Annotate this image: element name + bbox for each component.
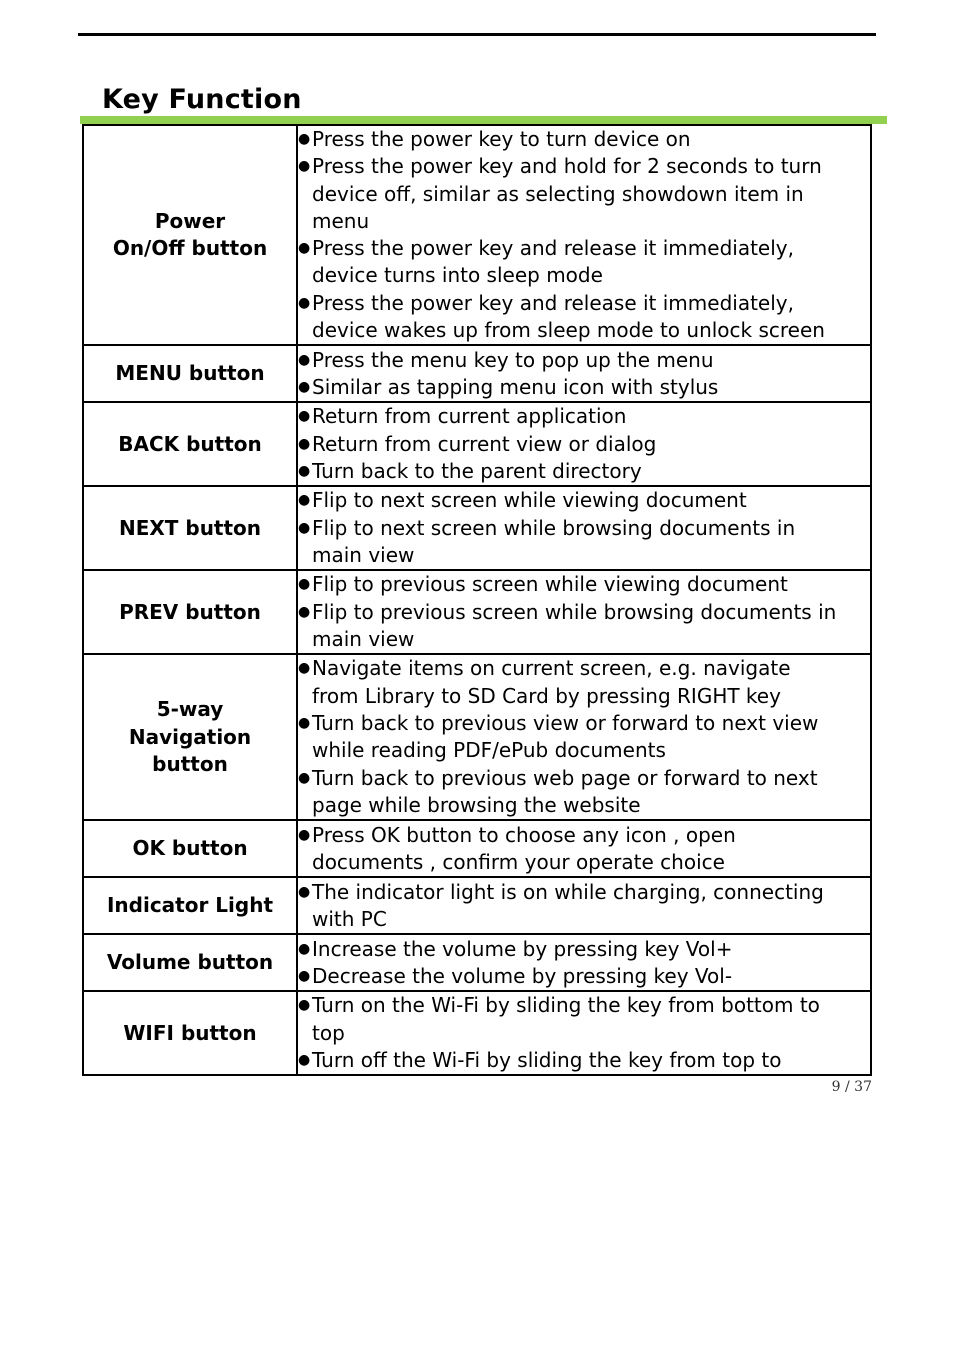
- description-cell: [297, 125, 871, 345]
- list-item: [298, 936, 870, 963]
- key-name: BACK button: [118, 431, 262, 456]
- bullet-text: Turn on the Wi-Fi by sliding the key from bottom to top: [312, 993, 820, 1045]
- accent-bar: [80, 116, 887, 124]
- list-item: [298, 765, 870, 820]
- key-name: MENU button: [115, 361, 265, 386]
- key-function-table: [82, 124, 872, 1076]
- bullet-list: [298, 487, 870, 569]
- list-item: [298, 515, 870, 570]
- bullet-text: Turn back to the parent directory: [312, 459, 642, 484]
- bullet-dot-icon: ●: [298, 240, 311, 257]
- table-row: [83, 991, 871, 1075]
- bullet-text: Navigate items on current screen, e.g. navigate from Library to SD Card by pressing RIGHT key: [312, 656, 791, 708]
- key-name-cell: [83, 877, 297, 934]
- list-item: [298, 1047, 870, 1074]
- key-name-cell: [83, 820, 297, 877]
- bullet-list: [298, 655, 870, 819]
- list-item: [298, 571, 870, 598]
- list-item: [298, 235, 870, 290]
- key-name-cell: [83, 654, 297, 820]
- description-cell: [297, 991, 871, 1075]
- key-name-cell: [83, 125, 297, 345]
- bullet-dot-icon: ●: [298, 463, 311, 480]
- table-row: [83, 877, 871, 934]
- bullet-text: Decrease the volume by pressing key Vol-: [312, 963, 733, 988]
- bullet-list: [298, 347, 870, 402]
- bullet-dot-icon: ●: [298, 294, 311, 311]
- list-item: [298, 431, 870, 458]
- bullet-list: [298, 992, 870, 1074]
- top-rule: [78, 33, 876, 36]
- list-item: [298, 655, 870, 710]
- bullet-list: [298, 822, 870, 877]
- bullet-text: Press OK button to choose any icon , open documents , confirm your operate choice: [312, 822, 736, 874]
- key-name-cell: [83, 934, 297, 991]
- bullet-dot-icon: ●: [298, 660, 311, 677]
- bullet-text: Press the menu key to pop up the menu: [312, 347, 714, 372]
- bullet-dot-icon: ●: [298, 435, 311, 452]
- table-row: [83, 934, 871, 991]
- key-name-cell: [83, 570, 297, 654]
- bullet-dot-icon: ●: [298, 408, 311, 425]
- page-title: Key Function: [102, 84, 302, 115]
- bullet-dot-icon: ●: [298, 1052, 311, 1069]
- key-name-cell: [83, 486, 297, 570]
- list-item: [298, 963, 870, 990]
- bullet-text: Flip to next screen while browsing documents in main view: [312, 515, 796, 568]
- bullet-text: Turn back to previous view or forward to next view while reading PDF/ePub documents: [312, 711, 819, 763]
- description-cell: [297, 654, 871, 820]
- list-item: [298, 710, 870, 765]
- bullet-dot-icon: ●: [298, 997, 311, 1014]
- list-item: [298, 992, 870, 1047]
- table-row: [83, 570, 871, 654]
- bullet-dot-icon: ●: [298, 967, 311, 984]
- description-cell: [297, 345, 871, 402]
- list-item: [298, 347, 870, 374]
- table-row: [83, 345, 871, 402]
- bullet-text: Turn back to previous web page or forward to next page while browsing the website: [312, 765, 818, 817]
- bullet-text: Return from current view or dialog: [312, 431, 657, 456]
- bullet-dot-icon: ●: [298, 351, 311, 368]
- key-name: NEXT button: [118, 515, 262, 540]
- bullet-dot-icon: ●: [298, 769, 311, 786]
- page-number: 9 / 37: [831, 1079, 872, 1095]
- bullet-text: Press the power key and hold for 2 seconds to turn device off, similar as selecting showdown item in menu: [312, 154, 822, 233]
- bullet-text: Flip to next screen while viewing document: [312, 488, 747, 513]
- list-item: [298, 458, 870, 485]
- key-name-cell: [83, 345, 297, 402]
- list-item: [298, 290, 870, 345]
- key-name: Indicator Light: [106, 893, 274, 918]
- bullet-dot-icon: ●: [298, 519, 311, 536]
- bullet-dot-icon: ●: [298, 603, 311, 620]
- bullet-list: [298, 879, 870, 934]
- description-cell: [297, 402, 871, 486]
- bullet-dot-icon: ●: [298, 715, 311, 732]
- description-cell: [297, 877, 871, 934]
- table-row: [83, 820, 871, 877]
- key-name: Volume button: [106, 950, 274, 975]
- list-item: [298, 374, 870, 401]
- list-item: [298, 403, 870, 430]
- key-name: PREV button: [119, 599, 261, 624]
- list-item: [298, 822, 870, 877]
- table-row: [83, 125, 871, 345]
- key-name: WIFI button: [123, 1020, 257, 1045]
- table-row: [83, 402, 871, 486]
- bullet-list: [298, 126, 870, 344]
- list-item: [298, 487, 870, 514]
- key-name: 5-way Navigation button: [128, 697, 252, 777]
- bullet-text: Return from current application: [312, 404, 627, 429]
- bullet-text: The indicator light is on while charging, connecting with PC: [312, 879, 824, 931]
- list-item: [298, 879, 870, 934]
- bullet-list: [298, 403, 870, 485]
- bullet-dot-icon: ●: [298, 826, 311, 843]
- bullet-text: Flip to previous screen while browsing documents in main view: [312, 599, 837, 652]
- description-cell: [297, 486, 871, 570]
- description-cell: [297, 934, 871, 991]
- key-name-cell: [83, 402, 297, 486]
- bullet-dot-icon: ●: [298, 158, 311, 175]
- bullet-text: Turn off the Wi-Fi by sliding the key from top to: [312, 1048, 782, 1073]
- bullet-dot-icon: ●: [298, 883, 311, 900]
- description-cell: [297, 570, 871, 654]
- bullet-text: Increase the volume by pressing key Vol+: [312, 936, 733, 961]
- table-row: [83, 486, 871, 570]
- bullet-text: Flip to previous screen while viewing document: [312, 572, 788, 597]
- list-item: [298, 153, 870, 235]
- bullet-dot-icon: ●: [298, 378, 311, 395]
- description-cell: [297, 820, 871, 877]
- bullet-dot-icon: ●: [298, 131, 311, 147]
- bullet-list: [298, 936, 870, 991]
- bullet-dot-icon: ●: [298, 576, 311, 593]
- table-row: [83, 654, 871, 820]
- bullet-text: Similar as tapping menu icon with stylus: [312, 374, 719, 399]
- key-name: OK button: [132, 836, 248, 861]
- bullet-dot-icon: ●: [298, 492, 311, 509]
- bullet-dot-icon: ●: [298, 940, 311, 957]
- key-name-cell: [83, 991, 297, 1075]
- bullet-text: Press the power key to turn device on: [312, 127, 691, 151]
- list-item: [298, 599, 870, 654]
- list-item: [298, 126, 870, 153]
- bullet-list: [298, 571, 870, 653]
- key-name: Power On/Off button: [112, 208, 268, 261]
- bullet-text: Press the power key and release it immediately, device wakes up from sleep mode to unlock screen: [312, 290, 825, 343]
- bullet-text: Press the power key and release it immediately, device turns into sleep mode: [312, 236, 794, 288]
